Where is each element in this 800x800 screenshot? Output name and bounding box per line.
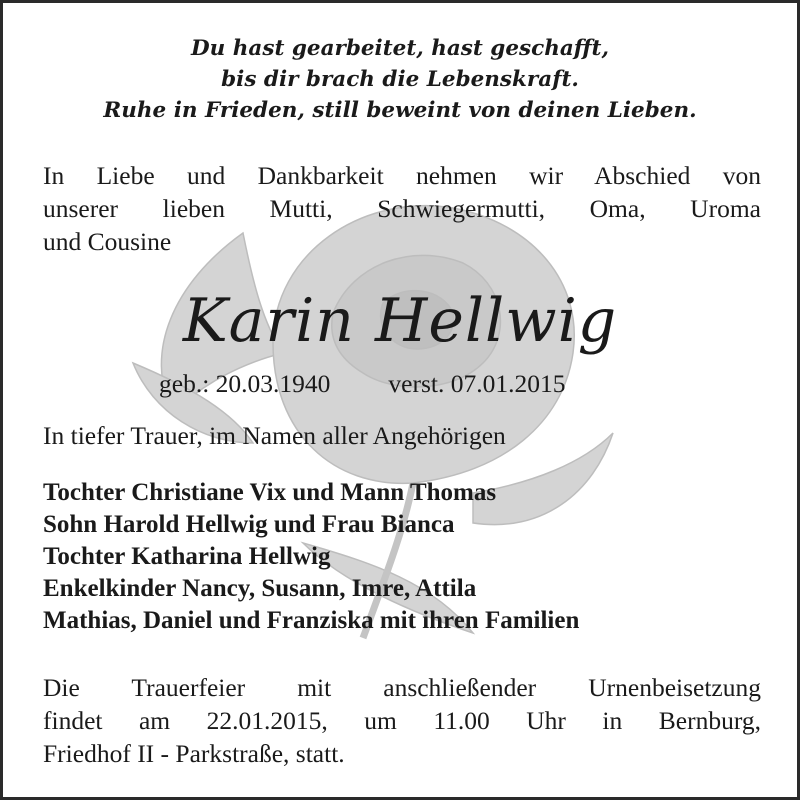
life-dates	[159, 369, 565, 399]
mourner-entry: Tochter Christiane Vix und Mann Thomas	[43, 479, 497, 506]
mourning-line: In tiefer Trauer, im Namen aller Angehörigen	[43, 421, 506, 450]
ceremony-line: Friedhof II - Parkstraße, statt.	[43, 739, 345, 768]
memorial-verse	[3, 33, 797, 126]
birth-date: geb.: 20.03.1940	[159, 369, 331, 398]
mourner-entry: Enkelkinder Nancy, Susann, Imre, Attila	[43, 575, 477, 602]
intro-line: unserer lieben Mutti, Schwiegermutti, Oma, Uroma	[43, 194, 761, 223]
mourners-list	[43, 477, 763, 637]
intro-line: In Liebe und Dankbarkeit nehmen wir Abschied von	[43, 161, 761, 190]
ceremony-details	[43, 671, 761, 770]
verse-line: Du hast gearbeitet, hast geschafft,	[191, 36, 609, 61]
deceased-name: Karin Hellwig	[182, 286, 618, 356]
ceremony-line: Die Trauerfeier mit anschließender Urnenbeisetzung	[43, 673, 761, 702]
verse-line: bis dir brach die Lebenskraft.	[221, 67, 579, 92]
mourner-entry: Mathias, Daniel und Franziska mit ihren Familien	[43, 607, 580, 634]
death-date: verst. 07.01.2015	[388, 369, 566, 398]
intro-line: und Cousine	[43, 227, 172, 256]
verse-line: Ruhe in Frieden, still beweint von deinen Lieben.	[103, 98, 697, 123]
farewell-intro	[43, 159, 761, 258]
ceremony-line: findet am 22.01.2015, um 11.00 Uhr in Bernburg,	[43, 706, 761, 735]
mourner-entry: Sohn Harold Hellwig und Frau Bianca	[43, 511, 455, 538]
mourner-entry: Tochter Katharina Hellwig	[43, 543, 331, 570]
